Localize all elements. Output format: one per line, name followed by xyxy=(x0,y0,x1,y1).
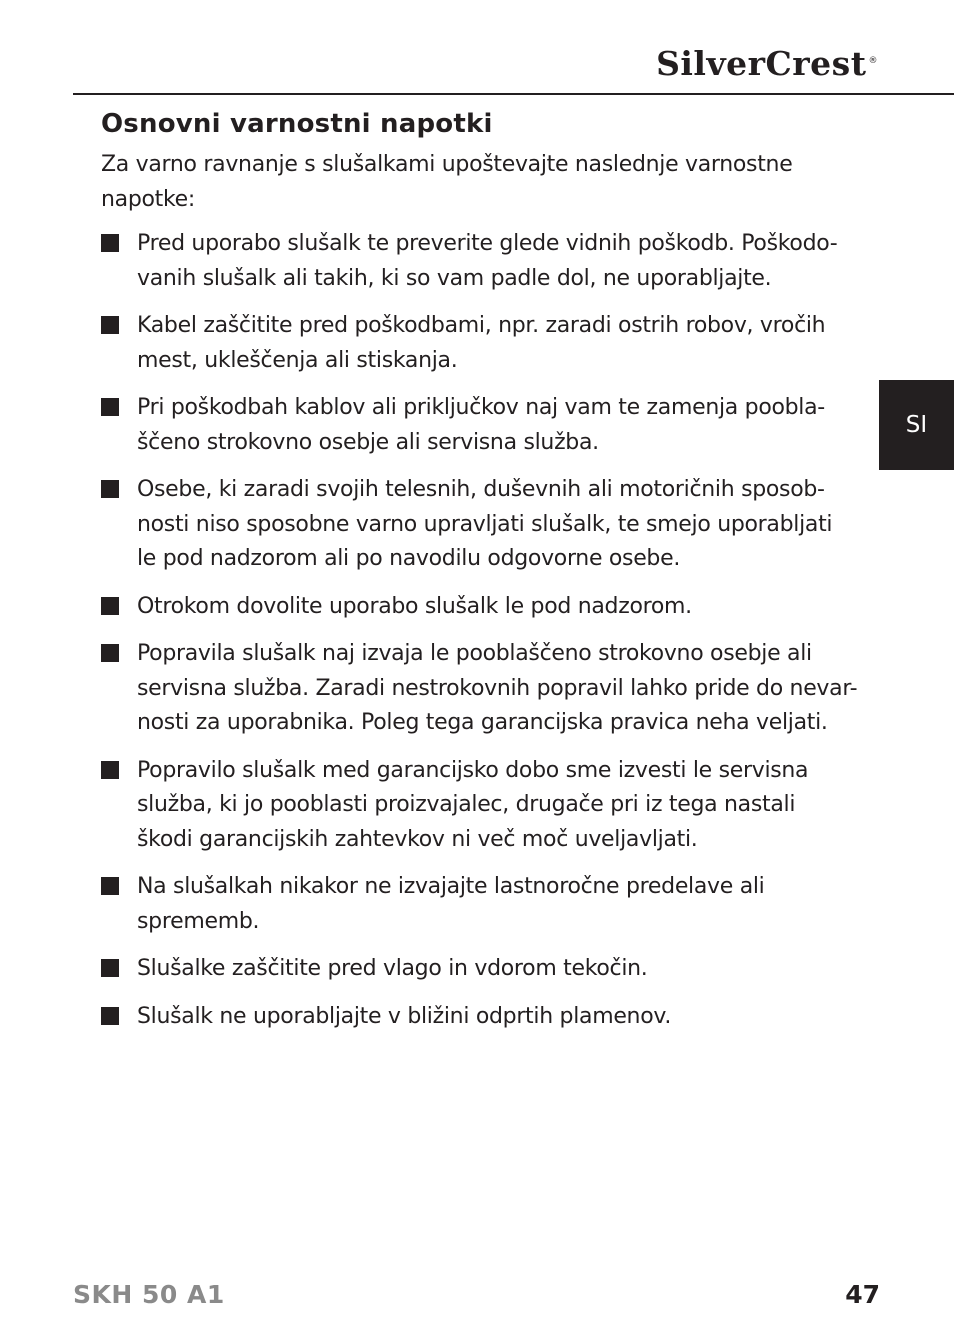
safety-item-line: Popravilo slušalk med garancijsko dobo sme izvesti le servisna xyxy=(137,757,809,783)
safety-item-line: mest, ukleščenja ali stiskanja. xyxy=(137,347,458,373)
square-bullet-icon xyxy=(101,877,119,895)
safety-list-item xyxy=(101,473,857,577)
safety-item-line: služba, ki jo pooblasti proizvajalec, drugače pri iz tega nastali xyxy=(137,792,796,817)
safety-item-line: le pod nadzorom ali po navodilu odgovorne osebe. xyxy=(137,546,681,571)
safety-list-item xyxy=(101,309,857,378)
safety-list-item xyxy=(101,952,857,987)
square-bullet-icon xyxy=(101,959,119,977)
safety-item-line: vanih slušalk ali takih, ki so vam padle dol, ne uporabljajte. xyxy=(137,265,772,291)
intro-paragraph xyxy=(101,148,792,217)
safety-list-item xyxy=(101,227,857,296)
trademark-symbol: ® xyxy=(868,56,878,66)
language-tab xyxy=(879,380,954,470)
square-bullet-icon xyxy=(101,480,119,498)
safety-list-item xyxy=(101,754,857,858)
safety-list-item xyxy=(101,637,857,741)
square-bullet-icon xyxy=(101,1007,119,1025)
square-bullet-icon xyxy=(101,316,119,334)
safety-item-line: Pri poškodbah kablov ali priključkov naj vam te zamenja poobla- xyxy=(137,395,825,420)
safety-item-line: Slušalke zaščitite pred vlago in vdorom tekočin. xyxy=(137,956,648,981)
header-rule xyxy=(73,93,954,95)
safety-list-item xyxy=(101,870,857,939)
square-bullet-icon xyxy=(101,597,119,615)
language-tab-label: SI xyxy=(905,412,928,438)
square-bullet-icon xyxy=(101,644,119,662)
safety-item-line: ščeno strokovno osebje ali servisna služba. xyxy=(137,429,599,455)
section-title: Osnovni varnostni napotki xyxy=(101,109,493,139)
safety-item-line: nosti za uporabnika. Poleg tega garancijska pravica neha veljati. xyxy=(137,710,828,735)
safety-item-line: Kabel zaščitite pred poškodbami, npr. zaradi ostrih robov, vročih xyxy=(137,313,826,338)
safety-list-item xyxy=(101,391,857,460)
safety-item-line: sprememb. xyxy=(137,908,260,934)
safety-item-line: nosti niso sposobne varno upravljati slušalk, te smejo uporabljati xyxy=(137,511,833,537)
square-bullet-icon xyxy=(101,761,119,779)
safety-list-item xyxy=(101,1000,857,1035)
safety-item-line: Otrokom dovolite uporabo slušalk le pod nadzorom. xyxy=(137,593,692,619)
brand-name: SilverCrest xyxy=(656,44,867,83)
intro-line: Za varno ravnanje s slušalkami upoštevajte naslednje varnostne xyxy=(101,152,793,177)
square-bullet-icon xyxy=(101,234,119,252)
safety-list xyxy=(101,227,857,1047)
intro-line: napotke: xyxy=(101,186,195,212)
safety-item-line: škodi garancijskih zahtevkov ni več moč uveljavljati. xyxy=(137,826,698,852)
safety-list-item xyxy=(101,590,857,625)
safety-item-line: Popravila slušalk naj izvaja le pooblaščeno strokovno osebje ali xyxy=(137,641,812,666)
safety-item-line: Slušalk ne uporabljajte v bližini odprtih plamenov. xyxy=(137,1003,672,1029)
footer-model: SKH 50 A1 xyxy=(73,1280,225,1309)
safety-item-line: Osebe, ki zaradi svojih telesnih, duševnih ali motoričnih sposob- xyxy=(137,477,825,502)
square-bullet-icon xyxy=(101,398,119,416)
safety-item-line: Na slušalkah nikakor ne izvajajte lastnoročne predelave ali xyxy=(137,874,765,899)
safety-item-line: servisna služba. Zaradi nestrokovnih popravil lahko pride do nevar- xyxy=(137,675,858,701)
page-number: 47 xyxy=(845,1280,880,1309)
safety-item-line: Pred uporabo slušalk te preverite glede vidnih poškodb. Poškodo- xyxy=(137,231,838,256)
brand-logo xyxy=(656,44,878,83)
